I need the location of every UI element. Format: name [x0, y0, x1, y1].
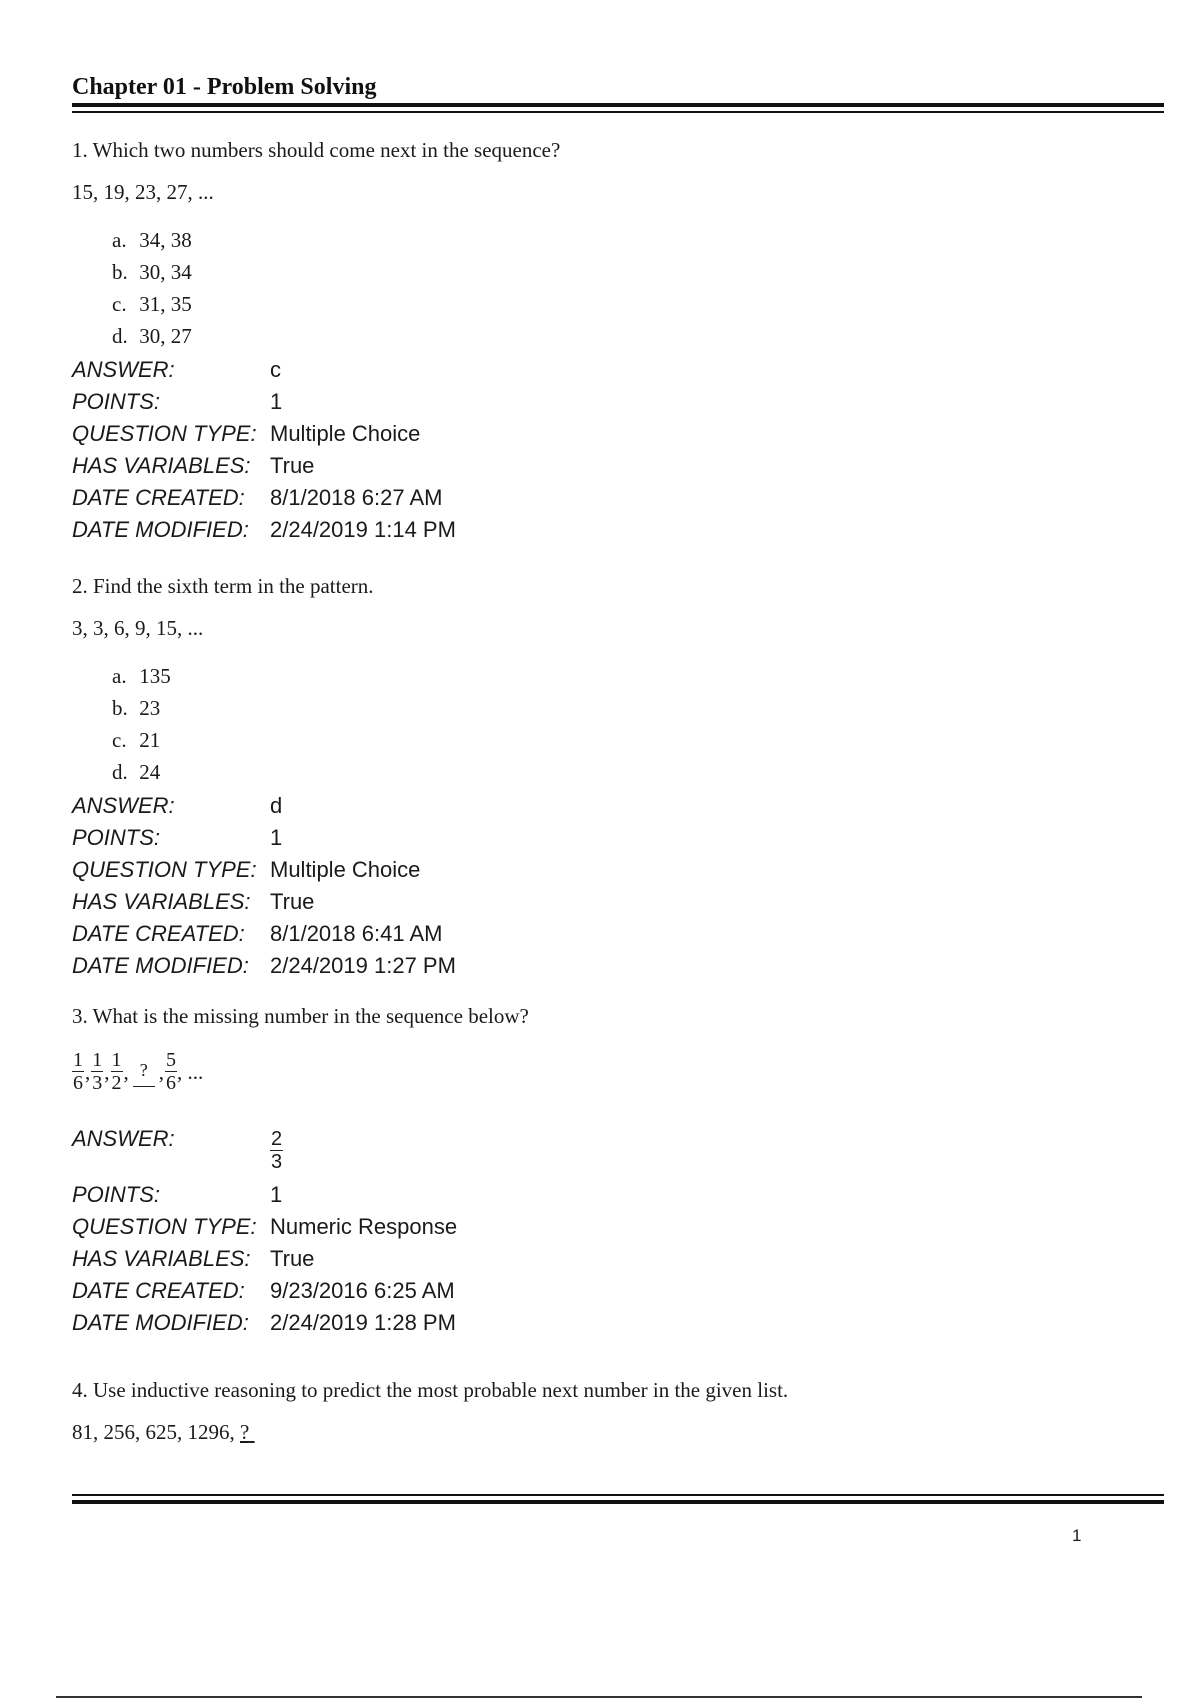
question-3: [72, 1002, 1164, 1339]
chapter-title: Chapter 01 - Problem Solving: [72, 74, 377, 100]
meta-question-type: QUESTION TYPE: Multiple Choice: [72, 421, 421, 446]
question-1: [72, 136, 1164, 546]
page-number: 1: [1072, 1526, 1082, 1545]
meta-date-created: DATE CREATED: 8/1/2018 6:41 AM: [72, 921, 443, 946]
choice-c: c. 21: [112, 728, 161, 752]
fraction: $\frac{1}{2}$: [111, 1049, 122, 1094]
footer-double-rule: [72, 1494, 1164, 1504]
choice-c: c. 31, 35: [112, 292, 192, 316]
choice-b: b. 30, 34: [112, 260, 192, 284]
fraction: $\frac{1}{3}$: [92, 1049, 103, 1094]
missing-term-blank: ?: [133, 1056, 155, 1088]
answer-choices: [72, 660, 1164, 788]
question-sequence: 81, 256, 625, 1296, ?: [72, 1420, 250, 1444]
missing-term-blank: ?: [240, 1420, 250, 1444]
question-sequence: 3, 3, 6, 9, 15, ...: [72, 616, 204, 640]
question-sequence: 15, 19, 23, 27, ...: [72, 180, 214, 204]
meta-date-modified: DATE MODIFIED: 2/24/2019 1:28 PM: [72, 1310, 456, 1335]
question-metadata: [72, 1123, 1164, 1339]
fraction: $\frac{1}{6}$: [73, 1049, 83, 1094]
page-bottom-edge: [56, 1696, 1142, 1698]
meta-points: POINTS: 1: [72, 389, 283, 414]
meta-question-type: QUESTION TYPE: Multiple Choice: [72, 857, 421, 882]
meta-question-type: QUESTION TYPE: Numeric Response: [72, 1214, 458, 1239]
question-text: 1. Which two numbers should come next in the sequence?: [72, 138, 561, 162]
meta-date-created: DATE CREATED: 9/23/2016 6:25 AM: [72, 1278, 455, 1303]
meta-points: POINTS: 1: [72, 825, 283, 850]
meta-points: POINTS: 1: [72, 1182, 283, 1207]
question-metadata: [72, 790, 1164, 982]
question-2: [72, 572, 1164, 982]
choice-d: d. 30, 27: [112, 324, 192, 348]
choice-a: a. 34, 38: [112, 228, 192, 252]
meta-answer: ANSWER: c: [72, 357, 281, 382]
meta-has-variables: HAS VARIABLES: True: [72, 889, 315, 914]
answer-fraction: $\frac{2}{3}$: [271, 1128, 283, 1173]
question-text: 3. What is the missing number in the sequence below?: [72, 1004, 529, 1028]
meta-has-variables: HAS VARIABLES: True: [72, 453, 315, 478]
fraction: $\frac{5}{6}$: [166, 1049, 176, 1094]
meta-has-variables: HAS VARIABLES: True: [72, 1246, 315, 1271]
meta-answer: ANSWER: d: [72, 793, 283, 818]
header-double-rule: [72, 103, 1164, 113]
question-text: 2. Find the sixth term in the pattern.: [72, 574, 374, 598]
meta-date-created: DATE CREATED: 8/1/2018 6:27 AM: [72, 485, 443, 510]
meta-date-modified: DATE MODIFIED: 2/24/2019 1:14 PM: [72, 517, 456, 542]
meta-date-modified: DATE MODIFIED: 2/24/2019 1:27 PM: [72, 953, 456, 978]
question-4: [72, 1376, 1164, 1446]
chapter-header: [72, 72, 1164, 102]
question-metadata: [72, 354, 1164, 546]
meta-answer: ANSWER: $\frac{2}{3}$: [72, 1126, 283, 1173]
question-text: 4. Use inductive reasoning to predict the most probable next number in the given list.: [72, 1378, 789, 1402]
question-fraction-sequence: $\frac{1}{6}$ , $\frac{1}{3}$ , $\frac{1}{2}$ , ? , $\frac{5}{6}$ , ...: [73, 1049, 204, 1094]
choice-b: b. 23: [112, 696, 161, 720]
choice-a: a. 135: [112, 664, 171, 688]
sequence-tail: , ...: [177, 1059, 204, 1084]
answer-choices: [72, 224, 1164, 352]
choice-d: d. 24: [112, 760, 161, 784]
